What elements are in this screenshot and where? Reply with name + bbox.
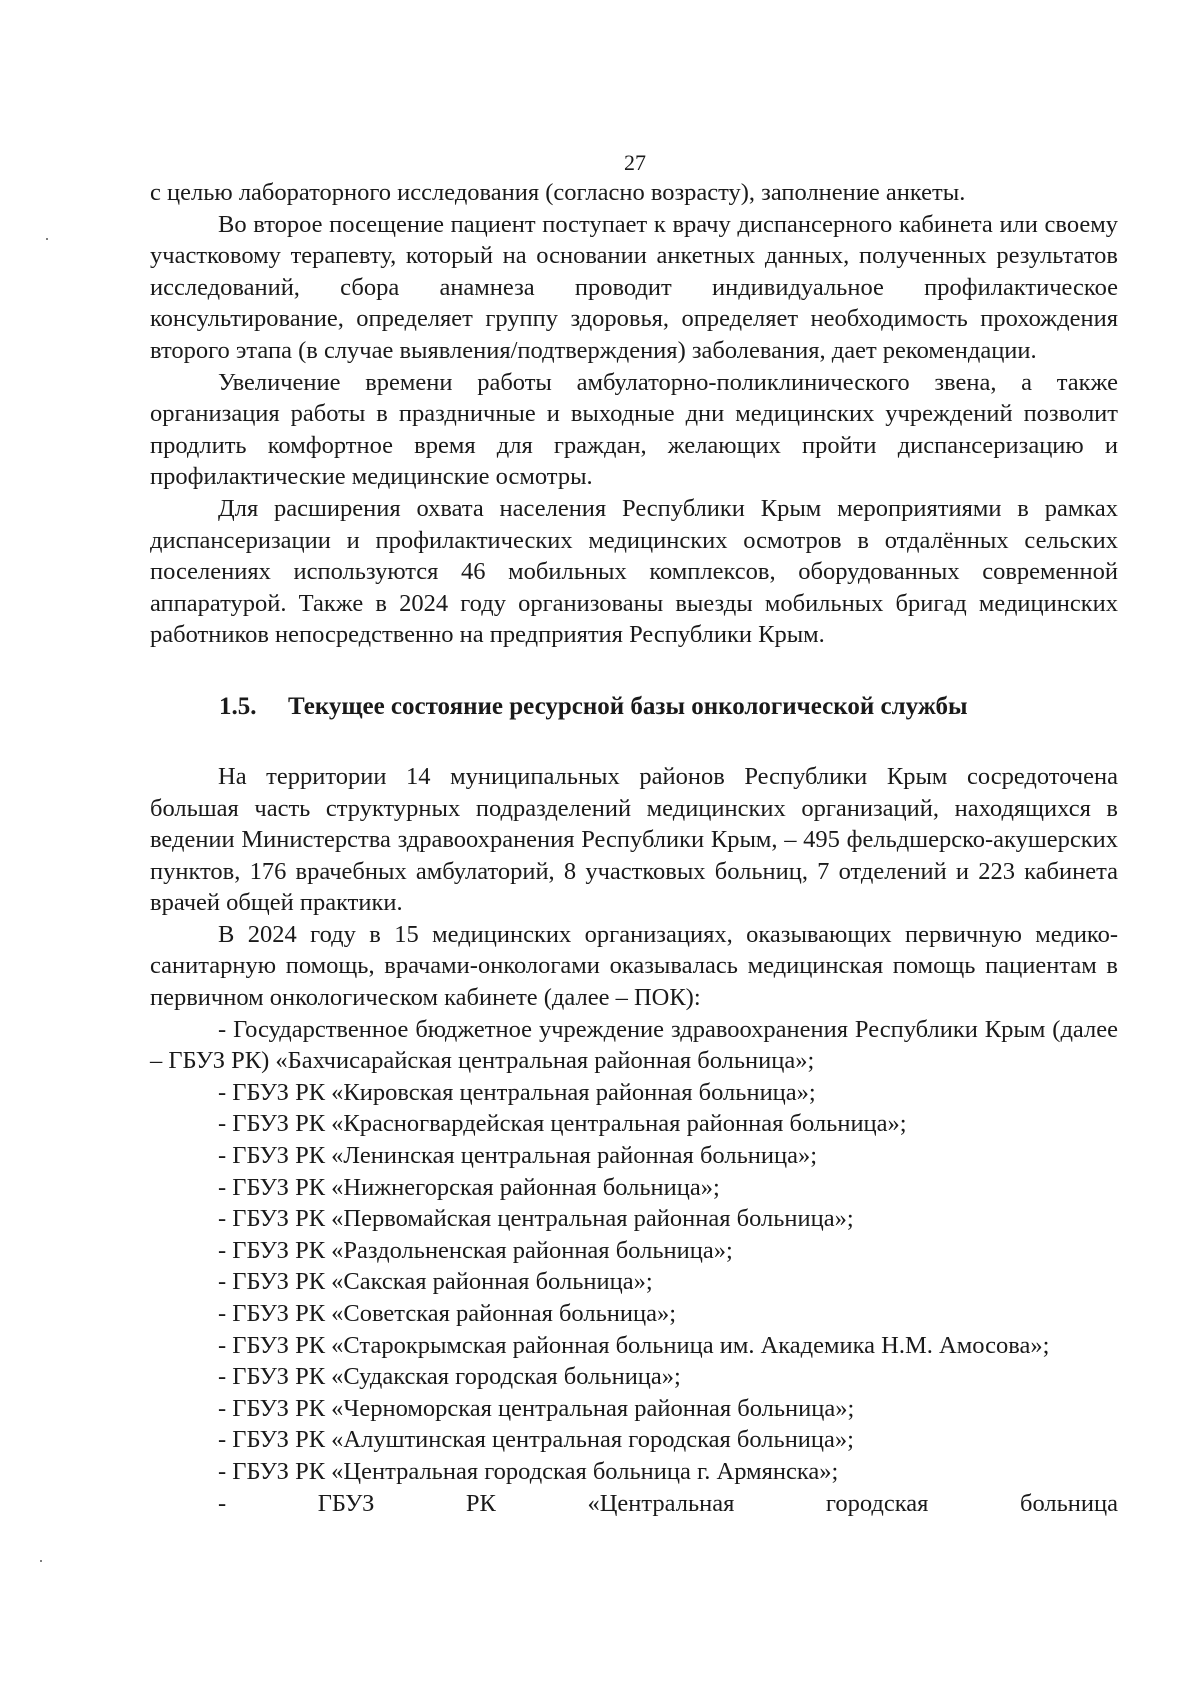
list-item: - ГБУЗ РК «Кировская центральная районная больница»; (218, 1078, 816, 1106)
page-number: 27 (624, 150, 646, 175)
list-item: - ГБУЗ РК «Раздольненская районная больница»; (218, 1236, 733, 1264)
list-item: - ГБУЗ РК «Алуштинская центральная городская больница»; (218, 1426, 854, 1454)
paragraph-working-hours: Увеличение времени работы амбулаторно-поликлинического звена, а также организация работы в праздничные и выходные дни медицинских учреждений позволит продлить комфортное время для граждан, желающих пройти диспансеризацию и профилактические медицинские осмотры. (150, 368, 1118, 491)
list-item: - ГБУЗ РК «Советская районная больница»; (218, 1300, 677, 1327)
list-item: - ГБУЗ РК «Старокрымская районная больница им. Академика Н.М. Амосова»; (218, 1331, 1050, 1359)
scan-speck (46, 238, 48, 240)
list-item: - ГБУЗ РК «Первомайская центральная районная больница»; (218, 1205, 854, 1233)
list-item: - ГБУЗ РК «Судакская городская больница»; (218, 1363, 681, 1391)
section-title: Текущее состояние ресурсной базы онкологической службы (288, 692, 968, 720)
paragraph-mobile-complexes: Для расширения охвата населения Республики Крым мероприятиями в рамках диспансеризации и профилактических медицинских осмотров в отдалённых сельских поселениях используются 46 мобильных комплексов, оборудованных современной аппаратурой. Также в 2024 году организованы выезды мобильных бригад медицинских работников непосредственно на предприятия Республики Крым. (150, 494, 1118, 649)
section-heading (150, 691, 1118, 723)
paragraph-organizations: В 2024 году в 15 медицинских организациях, оказывающих первичную медико-санитарную помощь, врачами-онкологами оказывалась медицинская помощь пациентам в первичном онкологическом кабинете (далее – ПОК): (150, 920, 1118, 1012)
list-item: - ГБУЗ РК «Нижнегорская районная больница»; (218, 1173, 720, 1201)
paragraph-continuation: с целью лабораторного исследования (согласно возрасту), заполнение анкеты. (150, 179, 966, 206)
scan-speck (40, 1560, 42, 1562)
paragraph-second-visit: Во второе посещение пациент поступает к врачу диспансерного кабинета или своему участковому терапевту, который на основании анкетных данных, полученных результатов исследований, сбора анамнеза проводит индивидуальное профилактическое консультирование, определяет группу здоровья, определяет необходимость прохождения второго этапа (в случае выявления/подтверждения) заболевания, дает рекомендации. (150, 210, 1118, 364)
list-item: - ГБУЗ РК «Черноморская центральная районная больница»; (218, 1394, 855, 1422)
list-item: - ГБУЗ РК «Сакская районная больница»; (218, 1268, 653, 1296)
list-item: - Государственное бюджетное учреждение здравоохранения Республики Крым (далее – ГБУЗ РК) «Бахчисарайская центральная районная больница»; (150, 1015, 1118, 1075)
list-item: - ГБУЗ РК «Центральная городская больница (218, 1489, 1118, 1517)
list-item: - ГБУЗ РК «Центральная городская больница г. Армянска»; (218, 1457, 839, 1485)
section-number: 1.5. (219, 692, 257, 720)
paragraph-territory: На территории 14 муниципальных районов Республики Крым сосредоточена большая часть структурных подразделений медицинских организаций, находящихся в ведении Министерства здравоохранения Республики Крым, – 495 фельдшерско-акушерских пунктов, 176 врачебных амбулаторий, 8 участковых больниц, 7 отделений и 223 кабинета врачей общей практики. (150, 762, 1118, 917)
list-item: - ГБУЗ РК «Ленинская центральная районная больница»; (218, 1142, 818, 1170)
document-body (150, 177, 1118, 1519)
list-item: - ГБУЗ РК «Красногвардейская центральная районная больница»; (218, 1110, 907, 1138)
hospital-list (150, 1014, 1118, 1520)
